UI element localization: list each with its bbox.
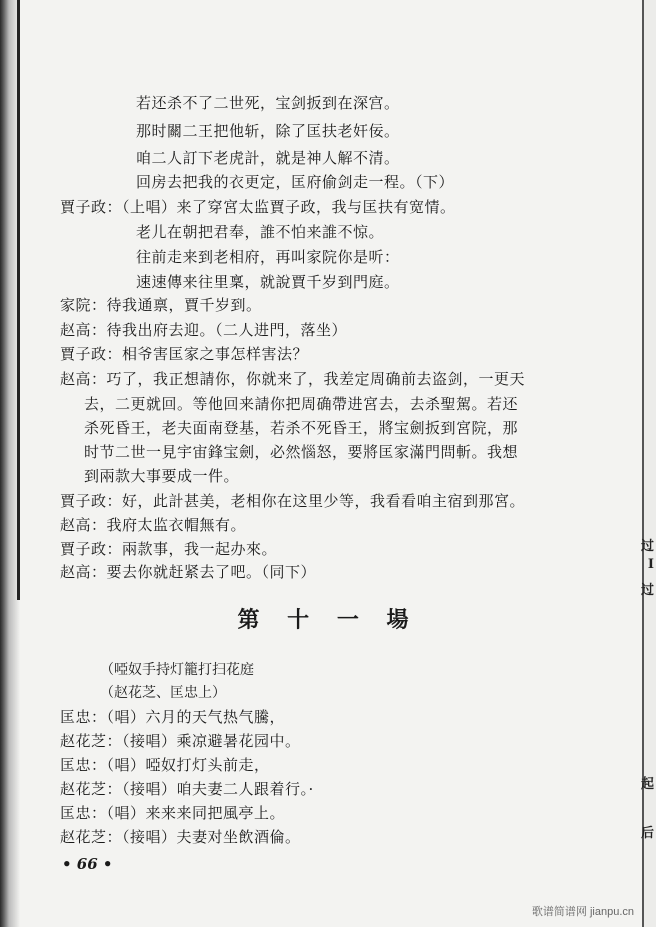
adjacent-page-fragment: 过 — [640, 583, 654, 598]
dialogue-line — [60, 778, 314, 800]
dialogue-line — [60, 754, 270, 776]
dialogue-line — [60, 294, 262, 316]
speaker-label: 赵花芝： — [60, 780, 123, 798]
speaker-label: 赵花芝： — [60, 828, 123, 846]
dialogue-text: （上唱）来了穿宮太监賈子政，我与匡扶有宽情。 — [122, 198, 456, 216]
dialogue-text: 巧了，我正想請你，你就来了，我差定周确前去盗剑，一更天 — [106, 370, 526, 388]
verse-line: 若还杀不了二世死，宝剑扳到在深宫。 — [136, 94, 400, 112]
speaker-label: 賈子政： — [60, 492, 123, 510]
verse-line: 咱二人訂下老虎計，就是神人解不清。 — [136, 149, 400, 167]
act-title: 第 十 一 場 — [237, 607, 419, 633]
adjacent-page-fragment: 起 — [640, 777, 654, 792]
dialogue-line — [60, 538, 277, 560]
speaker-label: 匡忠： — [60, 804, 107, 822]
speaker-label: 賈子政： — [60, 198, 123, 216]
dialogue-line — [60, 706, 285, 728]
left-margin-rule — [17, 0, 20, 600]
dialogue-line — [60, 561, 316, 583]
stage-direction: （啞奴手持灯籠打扫花庭 — [100, 662, 254, 678]
speaker-label: 赵高： — [60, 516, 107, 534]
dialogue-text: 待我通禀，賈千岁到。 — [106, 296, 262, 314]
speaker-label: 家院： — [60, 296, 107, 314]
dialogue-line — [60, 368, 525, 390]
adjacent-page-fragment: I — [647, 557, 654, 572]
dialogue-line — [60, 490, 525, 512]
dialogue-text: 要去你就赶紧去了吧。（同下） — [106, 563, 317, 581]
dialogue-text: （唱）啞奴打灯头前走， — [106, 756, 270, 774]
dialogue-line — [60, 826, 301, 848]
speaker-label: 赵高： — [60, 563, 107, 581]
speaker-label: 赵高： — [60, 370, 107, 388]
verse-line: 那时關二王把他斩，除了匡扶老奸佞。 — [136, 122, 400, 140]
verse-line: 回房去把我的衣更定，匡府偷剑走一程。（下） — [136, 173, 455, 191]
adjacent-page-fragment: 过 — [640, 539, 654, 554]
dialogue-line — [60, 343, 308, 365]
dialogue-text: 待我出府去迎。（二人进門，落坐） — [106, 321, 348, 339]
verse-line: 往前走来到老相府，再叫家院你是听： — [136, 248, 400, 266]
site-watermark: 歌谱简谱网 jianpu.cn — [531, 906, 634, 918]
dialogue-line — [60, 730, 301, 752]
dialogue-text: 好，此計甚美，老相你在这里少等，我看看咱主宿到那宮。 — [122, 492, 526, 510]
page-number: • 66 • — [62, 855, 113, 873]
dialogue-text: 我府太监衣帽無有。 — [106, 516, 247, 534]
dialogue-text: （唱）来来来同把風亭上。 — [106, 804, 286, 822]
dialogue-line — [60, 802, 285, 824]
speaker-label: 匡忠： — [60, 708, 107, 726]
speaker-label: 匡忠： — [60, 756, 107, 774]
speaker-label: 赵花芝： — [60, 732, 123, 750]
dialogue-text: 兩款事，我一起办來。 — [122, 540, 278, 558]
verse-line: 老儿在朝把君奉，誰不怕来誰不惊。 — [136, 223, 385, 241]
speaker-label: 賈子政： — [60, 345, 123, 363]
stage-direction: （赵花芝、匡忠上） — [100, 685, 226, 701]
continuation-line: 杀死昏王，老夫面南登基，若杀不死昏王，將宝劍扳到宮院，那 — [84, 419, 519, 437]
speaker-label: 赵高： — [60, 321, 107, 339]
verse-line: 速速傳来往里稟，就說賈千岁到門庭。 — [136, 273, 400, 291]
dialogue-line — [60, 514, 246, 536]
continuation-line: 去，二更就回。等他回来請你把周确帶进宮去，去杀聖駕。若还 — [84, 395, 519, 413]
dialogue-line — [60, 196, 456, 218]
speaker-label: 賈子政： — [60, 540, 123, 558]
continuation-line: 到兩款大事要成一件。 — [84, 467, 240, 485]
dialogue-text: 相爷害匡家之事怎样害法？ — [122, 345, 309, 363]
dialogue-text: （接唱）夫妻对坐飲酒倫。 — [122, 828, 301, 846]
adjacent-page-fragment: 后 — [640, 826, 654, 841]
dialogue-text: （接唱）咱夫妻二人跟着行。· — [122, 780, 314, 798]
dialogue-line — [60, 319, 347, 341]
dialogue-text: （接唱）乘凉避暑花园中。 — [122, 732, 301, 750]
continuation-line: 时节二世一見宇宙鋒宝劍，必然惱怒，要將匡家滿門問斬。我想 — [84, 443, 519, 461]
dialogue-text: （唱）六月的天气热气騰， — [106, 708, 286, 726]
